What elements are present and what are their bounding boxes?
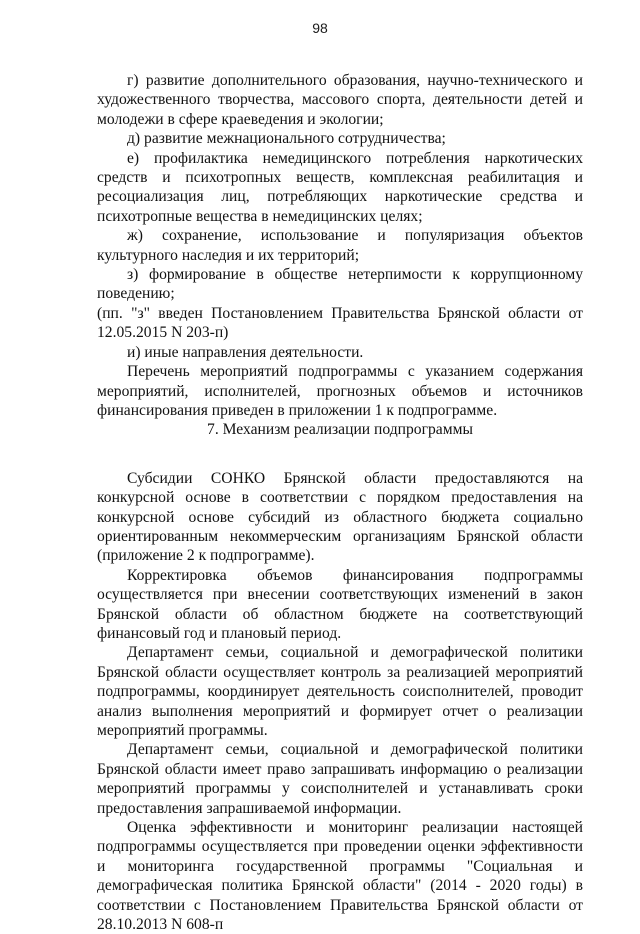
list-item-z: з) формирование в обществе нетерпимости к коррупционному поведению; (97, 266, 583, 303)
page-number: 98 (312, 20, 328, 36)
evaluation-paragraph: Оценка эффективности и мониторинг реализации настоящей подпрограммы осуществляется при проведении оценки эффективности и мониторинга государственной программы "Социальная и демографическая политика Брянской области" (2014 - 2020 годы) в соответствии с Постановлением Правительства Брянской области от 28.10.2013 N 608-п (97, 819, 583, 934)
department-rights-paragraph: Департамент семьи, социальной и демографической политики Брянской области имеет право запрашивать информацию о реализации мероприятий программы у соисполнителей и устанавливать сроки предоставления запрашиваемой информации. (97, 741, 583, 817)
document-body (97, 71, 583, 934)
section-heading: 7. Механизм реализации подпрограммы (207, 421, 473, 439)
funding-adjustment-paragraph: Корректировка объемов финансирования подпрограммы осуществляется при внесении соответствующих изменений в закон Брянской области об областном бюджете на соответствующий финансовый год и плановый период. (97, 566, 583, 642)
heading-spacer (97, 440, 583, 469)
list-item-d: д) развитие межнационального сотрудничества; (127, 130, 446, 148)
subsidies-paragraph: Субсидии СОНКО Брянской области предоставляются на конкурсной основе в соответствии с порядком предоставления на конкурсной основе субсидий из областного бюджета социально ориентированным некоммерческим организациям Брянской области (приложение 2 к подпрограмме). (97, 469, 583, 565)
list-item-i: и) иные направления деятельности. (127, 343, 364, 361)
list-item-g: г) развитие дополнительного образования, научно-технического и художественного творчества, массового спорта, деятельности детей и молодежи в сфере краеведения и экологии; (97, 72, 583, 128)
activities-list-paragraph: Перечень мероприятий подпрограммы с указанием содержания мероприятий, исполнителей, прогнозных объемов и источников финансирования приведен в приложении 1 к подпрограмме. (97, 363, 583, 419)
amendment-note: (пп. "з" введен Постановлением Правительства Брянской области от 12.05.2015 N 203-п) (97, 304, 583, 342)
department-control-paragraph: Департамент семьи, социальной и демографической политики Брянской области осуществляет контроль за реализацией мероприятий подпрограммы, координирует деятельность соисполнителей, проводит анализ выполнения мероприятий и формирует отчет о реализации мероприятий программы. (97, 644, 583, 739)
list-item-zh: ж) сохранение, использование и популяризация объектов культурного наследия и их территорий; (97, 227, 583, 264)
list-item-e: е) профилактика немедицинского потребления наркотических средств и психотропных веществ, комплексная реабилитация и ресоциализация лиц, потребляющих наркотические средства и психотропные вещества в немедицинских целях; (97, 149, 583, 225)
